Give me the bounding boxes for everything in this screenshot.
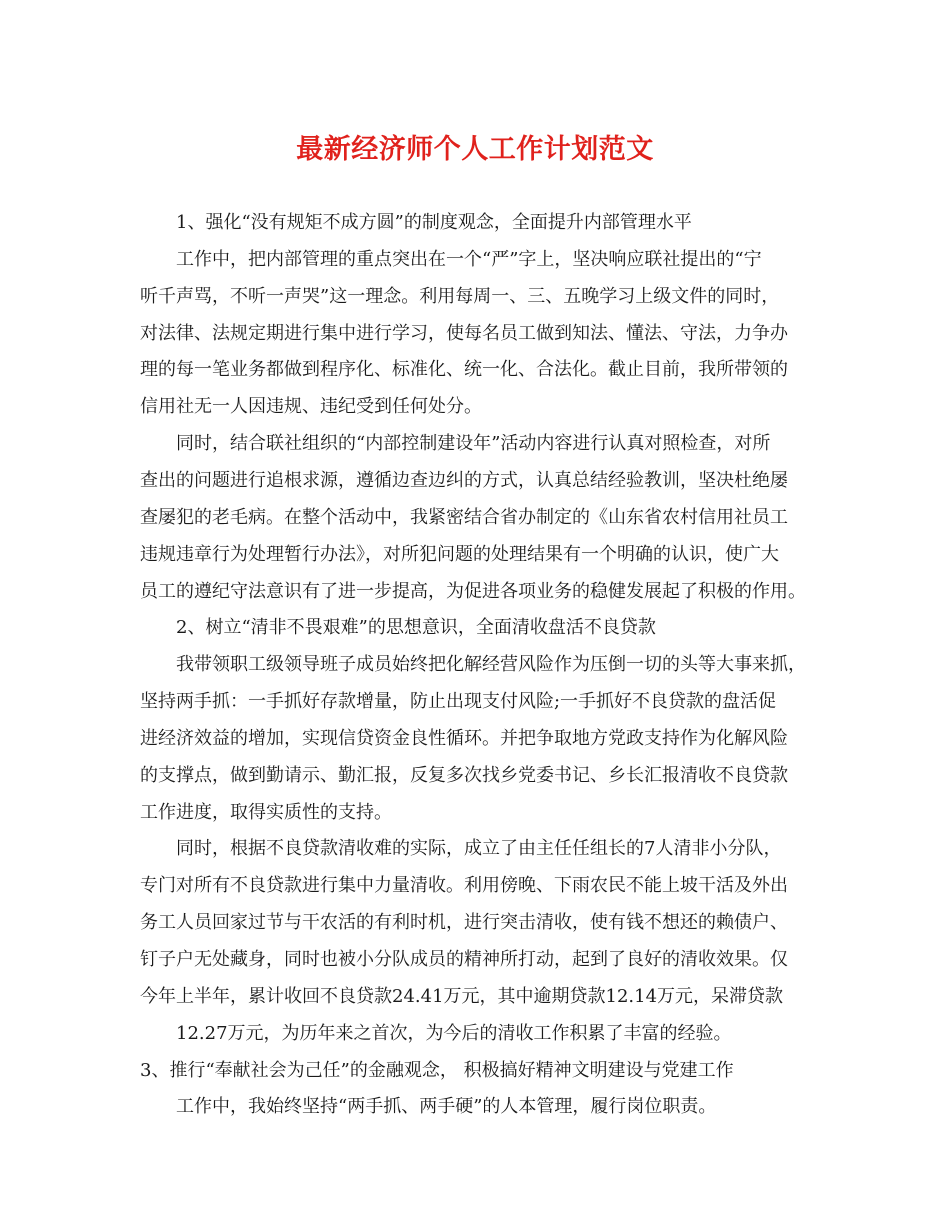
paragraph-line: 违规违章行为处理暂行办法》，对所犯问题的处理结果有一个明确的认识，使广大	[140, 544, 779, 565]
document-title: 最新经济师个人工作计划范文	[296, 134, 654, 165]
paragraph-line: 工作中，把内部管理的重点突出在一个“严”字上，坚决响应联社提出的“宁	[176, 249, 762, 270]
paragraph-line: 理的每一笔业务都做到程序化、标准化、统一化、合法化。截止目前，我所带领的	[140, 359, 788, 380]
paragraph-line: 信用社无一人因违规、违纪受到任何处分。	[140, 396, 482, 417]
paragraph-line: 工作中，我始终坚持“两手抓、两手硬”的人本管理，履行岗位职责。	[176, 1096, 717, 1117]
paragraph-line: 我带领职工级领导班子成员始终把化解经营风险作为压倒一切的头等大事来抓，	[176, 654, 806, 675]
paragraph-line: 听千声骂，不听一声哭”这一理念。利用每周一、三、五晚学习上级文件的同时，	[140, 286, 780, 307]
paragraph-line: 的支撑点，做到勤请示、勤汇报，反复多次找乡党委书记、乡长汇报清收不良贷款	[140, 765, 788, 786]
paragraph-line: 钉子户无处藏身，同时也被小分队成员的精神所打动，起到了良好的清收效果。仅	[140, 949, 788, 970]
paragraph-line: 1、强化“没有规矩不成方圆”的制度观念，全面提升内部管理水平	[176, 212, 692, 233]
paragraph-line: 务工人员回家过节与干农活的有利时机，进行突击清收，使有钱不想还的赖债户、	[140, 912, 788, 933]
paragraph-line: 同时，结合联社组织的“内部控制建设年”活动内容进行认真对照检查，对所	[176, 433, 771, 454]
paragraph-line: 对法律、法规定期进行集中进行学习，使每名员工做到知法、懂法、守法，力争办	[140, 323, 788, 344]
paragraph-line: 坚持两手抓：一手抓好存款增量，防止出现支付风险;一手抓好不良贷款的盘活促	[140, 691, 777, 712]
paragraph-line: 今年上半年，累计收回不良贷款24.41万元，其中逾期贷款12.14万元，呆滞贷款	[140, 986, 784, 1007]
paragraph-line: 2、树立“清非不畏艰难”的思想意识，全面清收盘活不良贷款	[176, 617, 656, 638]
paragraph-line: 查屡犯的老毛病。在整个活动中，我紧密结合省办制定的《山东省农村信用社员工	[140, 507, 788, 528]
paragraph-line: 专门对所有不良贷款进行集中力量清收。利用傍晚、下雨农民不能上坡干活及外出	[140, 875, 788, 896]
paragraph-line: 员工的遵纪守法意识有了进一步提高，为促进各项业务的稳健发展起了积极的作用。	[140, 581, 806, 602]
paragraph-line: 进经济效益的增加，实现信贷资金良性循环。并把争取地方党政支持作为化解风险	[140, 728, 788, 749]
paragraph-line: 同时，根据不良贷款清收难的实际，成立了由主任任组长的7人清非小分队，	[176, 838, 782, 859]
paragraph-line: 12.27万元，为历年来之首次，为今后的清收工作积累了丰富的经验。	[176, 1023, 732, 1044]
paragraph-line: 3、推行“奉献社会为己任”的金融观念， 积极搞好精神文明建设与党建工作	[140, 1060, 734, 1081]
paragraph-line: 工作进度，取得实质性的支持。	[140, 802, 392, 823]
paragraph-line: 查出的问题进行追根求源，遵循边查边纠的方式，认真总结经验教训，坚决杜绝屡	[140, 470, 788, 491]
